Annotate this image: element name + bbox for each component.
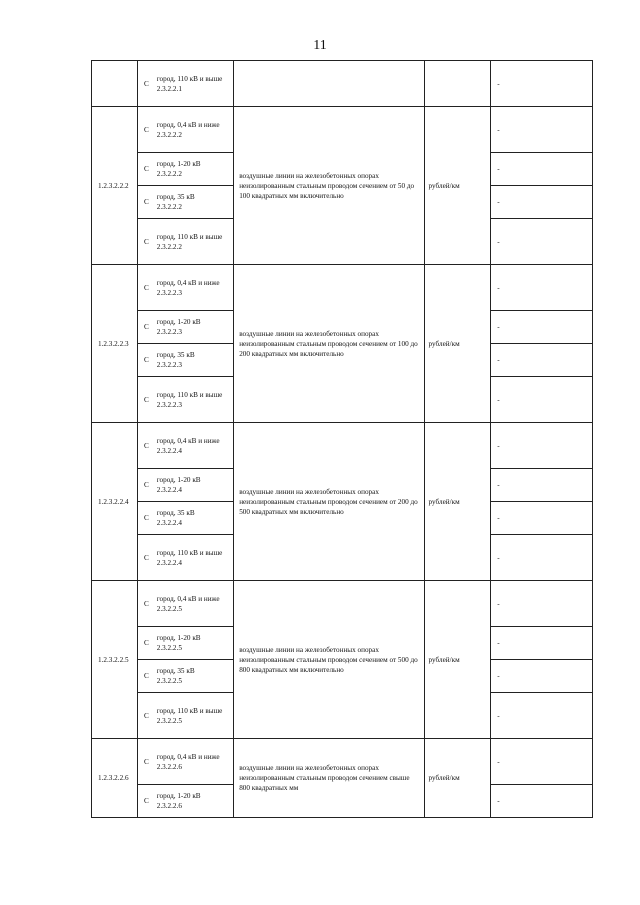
voltage-category [153,660,234,693]
reference-code: 2.3.2.2.3 [156,400,182,409]
territory-letter: С [137,660,152,693]
territory-letter: С [137,219,152,265]
voltage-category [153,61,234,107]
voltage-label: город, 1-20 кВ [156,634,201,642]
voltage-category [153,153,234,186]
reference-code: 2.3.2.2.2 [156,130,182,139]
rate-value: - [491,627,593,660]
reference-code: 2.3.2.2.5 [156,716,182,725]
row-code [92,61,138,107]
tariff-table-body [92,61,593,818]
reference-code: 2.3.2.2.2 [156,242,182,251]
reference-code: 2.3.2.2.6 [156,802,182,810]
rate-value: - [491,61,593,107]
voltage-label: город, 0,4 кВ и ниже [156,120,220,129]
table-row [92,739,593,785]
rate-value: - [491,660,593,693]
territory-letter: С [137,153,152,186]
voltage-category [153,311,234,344]
line-description: воздушные линии на железобетонных опорах неизолированным стальным проводом сечением от 100 до 200 квадратных мм включительно [234,265,424,423]
unit-of-measure: рублей/км [424,107,491,265]
territory-letter: С [137,739,152,785]
territory-letter: С [137,61,152,107]
unit-of-measure [424,61,491,107]
reference-code: 2.3.2.2.1 [156,84,182,93]
reference-code: 2.3.2.2.4 [156,486,182,494]
rate-value: - [491,107,593,153]
voltage-label: город, 0,4 кВ и ниже [156,752,220,761]
voltage-category [153,107,234,153]
territory-letter: С [137,423,152,469]
row-code: 1.2.3.2.2.2 [92,107,138,265]
voltage-category [153,785,234,818]
territory-letter: С [137,107,152,153]
voltage-label: город, 35 кВ [156,351,195,359]
reference-code: 2.3.2.2.6 [156,762,182,771]
territory-letter: С [137,693,152,739]
voltage-category [153,219,234,265]
voltage-label: город, 110 кВ и выше [156,74,223,83]
voltage-label: город, 0,4 кВ и ниже [156,436,220,445]
voltage-label: город, 35 кВ [156,509,195,517]
voltage-category [153,423,234,469]
voltage-category [153,377,234,423]
rate-value: - [491,739,593,785]
voltage-label: город, 1-20 кВ [156,792,201,800]
rate-value: - [491,186,593,219]
rate-value: - [491,344,593,377]
unit-of-measure: рублей/км [424,265,491,423]
voltage-category [153,469,234,502]
voltage-category [153,186,234,219]
rate-value: - [491,581,593,627]
line-description: воздушные линии на железобетонных опорах неизолированным стальным проводом сечением от 200 до 500 квадратных мм включительно [234,423,424,581]
voltage-category [153,502,234,535]
voltage-category [153,693,234,739]
voltage-label: город, 0,4 кВ и ниже [156,278,220,287]
table-row [92,265,593,311]
unit-of-measure: рублей/км [424,423,491,581]
rate-value: - [491,785,593,818]
voltage-label: город, 0,4 кВ и ниже [156,594,220,603]
voltage-label: город, 1-20 кВ [156,160,201,168]
reference-code: 2.3.2.2.4 [156,446,182,455]
rate-value: - [491,535,593,581]
table-row [92,423,593,469]
voltage-category [153,739,234,785]
voltage-category [153,627,234,660]
rate-value: - [491,502,593,535]
reference-code: 2.3.2.2.4 [156,519,182,527]
reference-code: 2.3.2.2.3 [156,328,182,336]
rate-value: - [491,153,593,186]
rate-value: - [491,219,593,265]
territory-letter: С [137,186,152,219]
voltage-category [153,265,234,311]
territory-letter: С [137,502,152,535]
line-description: воздушные линии на железобетонных опорах неизолированным стальным проводом сечением от 500 до 800 квадратных мм включительно [234,581,424,739]
territory-letter: С [137,785,152,818]
tariff-table [91,60,593,818]
table-row [92,61,593,107]
voltage-category [153,581,234,627]
territory-letter: С [137,344,152,377]
line-description: воздушные линии на железобетонных опорах неизолированным стальным проводом сечением от 50 до 100 квадратных мм включительно [234,107,424,265]
unit-of-measure: рублей/км [424,739,491,818]
reference-code: 2.3.2.2.5 [156,644,182,652]
table-row [92,581,593,627]
table-row [92,107,593,153]
reference-code: 2.3.2.2.3 [156,361,182,369]
territory-letter: С [137,581,152,627]
territory-letter: С [137,469,152,502]
rate-value: - [491,377,593,423]
voltage-label: город, 110 кВ и выше [156,548,223,557]
voltage-label: город, 110 кВ и выше [156,390,223,399]
rate-value: - [491,311,593,344]
row-code: 1.2.3.2.2.5 [92,581,138,739]
line-description: воздушные линии на железобетонных опорах неизолированным стальным проводом сечением свыше 800 квадратных мм [234,739,424,818]
reference-code: 2.3.2.2.4 [156,558,182,567]
voltage-label: город, 110 кВ и выше [156,232,223,241]
voltage-label: город, 35 кВ [156,667,195,675]
reference-code: 2.3.2.2.5 [156,604,182,613]
voltage-category [153,344,234,377]
row-code: 1.2.3.2.2.4 [92,423,138,581]
rate-value: - [491,469,593,502]
voltage-label: город, 35 кВ [156,193,195,201]
rate-value: - [491,693,593,739]
territory-letter: С [137,377,152,423]
unit-of-measure: рублей/км [424,581,491,739]
voltage-category [153,535,234,581]
voltage-label: город, 1-20 кВ [156,476,201,484]
voltage-label: город, 1-20 кВ [156,318,201,326]
territory-letter: С [137,311,152,344]
rate-value: - [491,265,593,311]
reference-code: 2.3.2.2.3 [156,288,182,297]
reference-code: 2.3.2.2.2 [156,170,182,178]
row-code: 1.2.3.2.2.6 [92,739,138,818]
reference-code: 2.3.2.2.5 [156,677,182,685]
row-code: 1.2.3.2.2.3 [92,265,138,423]
page-number: 11 [313,38,327,53]
line-description [234,61,424,107]
voltage-label: город, 110 кВ и выше [156,706,223,715]
reference-code: 2.3.2.2.2 [156,203,182,211]
territory-letter: С [137,265,152,311]
territory-letter: С [137,627,152,660]
territory-letter: С [137,535,152,581]
rate-value: - [491,423,593,469]
